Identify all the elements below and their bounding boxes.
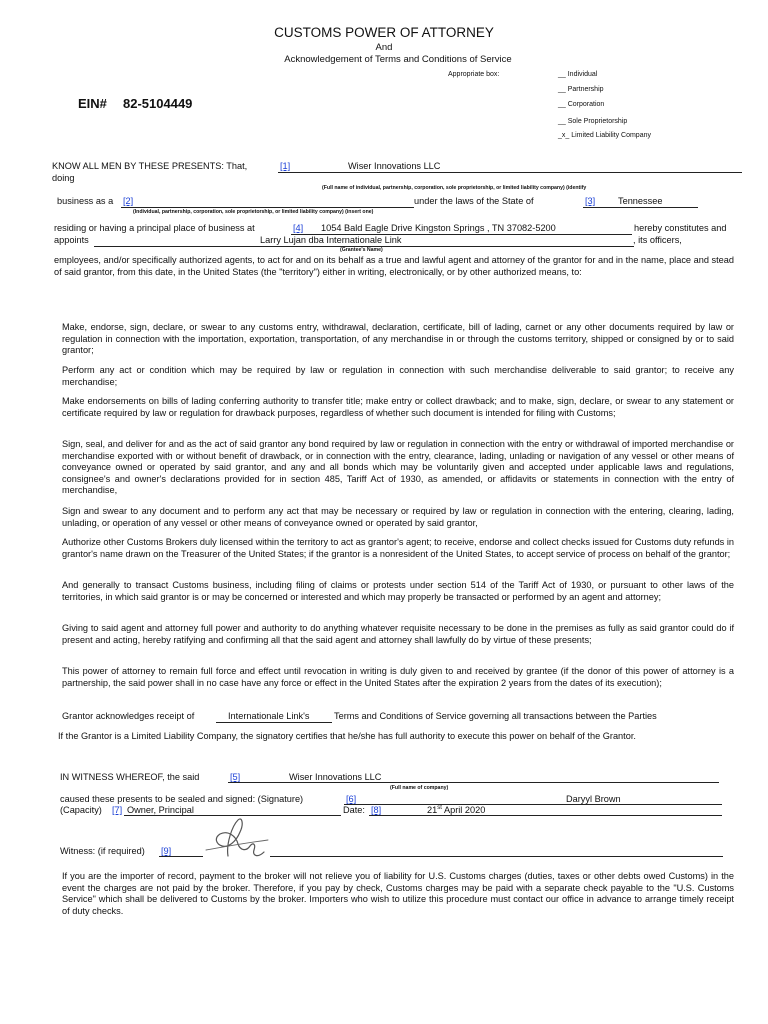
clause-6: Authorize other Customs Brokers duly licensed within the territory to act as grantor's agent; to receive, endorse and collect checks issued for Customs duty refunds in grantor's name drawn on the Treasurer of the United States; if the grantor is a nonresident of the United States, to accept service of process on behalf of the grantor;	[62, 537, 734, 559]
signer-name[interactable]: Daryyl Brown	[566, 794, 621, 804]
doing-text: doing	[52, 173, 75, 183]
clause-5: Sign and swear to any document and to perform any act that may be necessary or required by law or regulation in connection with the entering, clearing, lading, unlading, or operation of any vessel or other means of conveyance owned or operated by said grantor,	[62, 506, 734, 528]
grantor-name[interactable]: Wiser Innovations LLC	[348, 161, 441, 171]
checkbox-corporation[interactable]: __ Corporation	[558, 101, 605, 108]
clause-3: Make endorsements on bills of lading conferring authority to transfer title; make entry or collect drawback; and to make, sign, declare, or swear to any statement or certificate required by law or regulation for drawback purposes, regardless of whether such document is intended for filing with Customs;	[62, 396, 734, 418]
appropriate-box-label: Appropriate box:	[448, 71, 500, 78]
clause-2: Perform any act or condition which may be required by law or regulation in connection with such merchandise deliverable to said grantor; to receive any merchandise;	[62, 365, 734, 387]
under-laws-text: under the laws of the State of	[414, 196, 534, 206]
ref-1: [1]	[280, 161, 291, 171]
acknowledge-suffix: Terms and Conditions of Service governing all transactions between the Parties	[334, 711, 657, 721]
residing-text: residing or having a principal place of business at	[54, 223, 255, 233]
ref-5: [5]	[230, 772, 241, 782]
ref-4: [4]	[293, 223, 304, 233]
page-title: CUSTOMS POWER OF ATTORNEY	[274, 25, 494, 40]
grantee-note: (Grantee's Name)	[340, 247, 383, 253]
ref-7: [7]	[112, 805, 123, 815]
acknowledge-prefix: Grantor acknowledges receipt of	[62, 711, 195, 721]
address-value[interactable]: 1054 Bald Eagle Drive Kingston Springs , TN 37082-5200	[321, 223, 556, 233]
witness-company[interactable]: Wiser Innovations LLC	[289, 772, 382, 782]
ref-6: [6]	[346, 794, 357, 804]
business-as-text: business as a	[57, 196, 114, 206]
type-note: (Individual, partnership, corporation, sole proprietorship, or limited liability company) (insert one)	[133, 209, 374, 215]
state-value[interactable]: Tennessee	[618, 196, 663, 206]
ein-label: EIN#	[78, 96, 107, 111]
llc-certification: If the Grantor is a Limited Liability Company, the signatory certifies that he/she has full authority to execute this power on behalf of the Grantor.	[58, 731, 636, 741]
ref-8: [8]	[371, 805, 382, 815]
signature-image	[198, 814, 276, 862]
officers-text: , its officers,	[633, 235, 682, 245]
clause-9: This power of attorney to remain full force and effect until revocation in writing is duly given to and received by grantee (if the donor of this power of attorney is a partnership, the said power shall in no case have any force or effect in the United States after the expiration 2 years from the dates of its execution);	[62, 666, 734, 688]
date-value[interactable]: 21st April 2020	[427, 805, 486, 816]
grantee-name[interactable]: Larry Lujan dba Internationale Link	[260, 235, 402, 245]
checkbox-llc[interactable]: _x_ Limited Liability Company	[558, 132, 651, 139]
witness-whereof-text: IN WITNESS WHEREOF, the said	[60, 772, 200, 782]
clause-4: Sign, seal, and deliver for and as the act of said grantor any bond required by law or regulation in connection with the entry or withdrawal of imported merchandise or merchandise exported with or without benefit of drawback, or in connection with the entry, clearance, lading, unlading or navigation of any vessel or other means of conveyance owned or operated by said grantor, and any and all bonds which may be voluntarily given and accepted under applicable laws and regulations, consignee's and owner's declarations provided for in section 485, Tariff Act of 1930, as amended, or affidavits or statements in connection with the entry of merchandise,	[62, 439, 734, 495]
checkbox-sole-proprietorship[interactable]: __ Sole Proprietorship	[558, 118, 628, 125]
acknowledge-company[interactable]: Internationale Link's	[228, 711, 310, 721]
page-subtitle: Acknowledgement of Terms and Conditions of Service	[284, 54, 512, 65]
constitutes-text: hereby constitutes and	[634, 223, 727, 233]
ref-9: [9]	[161, 846, 172, 856]
footer-notice: If you are the importer of record, payment to the broker will not relieve you of liability for U.S. Customs charges (duties, taxes or other debts owed Customs) in the event the charges are not paid by the broker. Therefore, if you pay by check, Customs charges may be paid with a separate check payable to the "U.S. Customs Service" which shall be delivered to Customs by the broker. Importers who wish to utilize this procedure must contact our office in advance to arrange timely receipt of duty checks.	[62, 871, 734, 916]
full-name-note: (Full name of individual, partnership, corporation, sole proprietorship, or limited liability company) (identify	[322, 185, 587, 191]
checkbox-partnership[interactable]: __ Partnership	[558, 86, 604, 93]
date-label: Date:	[343, 805, 365, 815]
company-note: (Full name of company)	[390, 785, 449, 791]
clause-7: And generally to transact Customs business, including filing of claims or protests under section 514 of the Tariff Act of 1930, or pursuant to other laws of the territories, in which said grantor is or may be concerned or interested and which may properly be transacted or performed by an agent and attorney;	[62, 580, 734, 602]
checkbox-individual[interactable]: __ Individual	[558, 71, 598, 78]
ref-3: [3]	[585, 196, 596, 206]
employees-paragraph: employees, and/or specifically authorized agents, to act for and on its behalf as a true and lawful agent and attorney of the grantor for and in the name, place and stead of said grantor, from this date, in the United States (the "territory") either in writing, electronically, or by other authorized means, to:	[54, 255, 734, 277]
clause-1: Make, endorse, sign, declare, or swear to any customs entry, withdrawal, declaration, certificate, bill of lading, carnet or any other documents required by law or regulation in connection with the importation, exportation, transportation, of any merchandise in or through the customs territory, shipped or consigned by or to said grantor;	[62, 322, 734, 355]
capacity-value[interactable]: Owner, Principal	[127, 805, 194, 815]
and-text: And	[375, 42, 393, 53]
caused-text: caused these presents to be sealed and signed: (Signature)	[60, 794, 304, 804]
appoints-text: appoints	[54, 235, 89, 245]
witness-label: Witness: (if required)	[60, 846, 145, 856]
know-all-text: KNOW ALL MEN BY THESE PRESENTS: That,	[52, 161, 248, 171]
capacity-label: (Capacity)	[60, 805, 102, 815]
ref-2: [2]	[123, 196, 134, 206]
clause-8: Giving to said agent and attorney full power and authority to do anything whatever requisite necessary to be done in the premises as fully as said grantor could do if present and acting, hereby ratifying and confirming all that the said agent and attorney shall lawfully do by virtue of these presents;	[62, 623, 734, 645]
ein-value: 82-5104449	[123, 96, 193, 111]
